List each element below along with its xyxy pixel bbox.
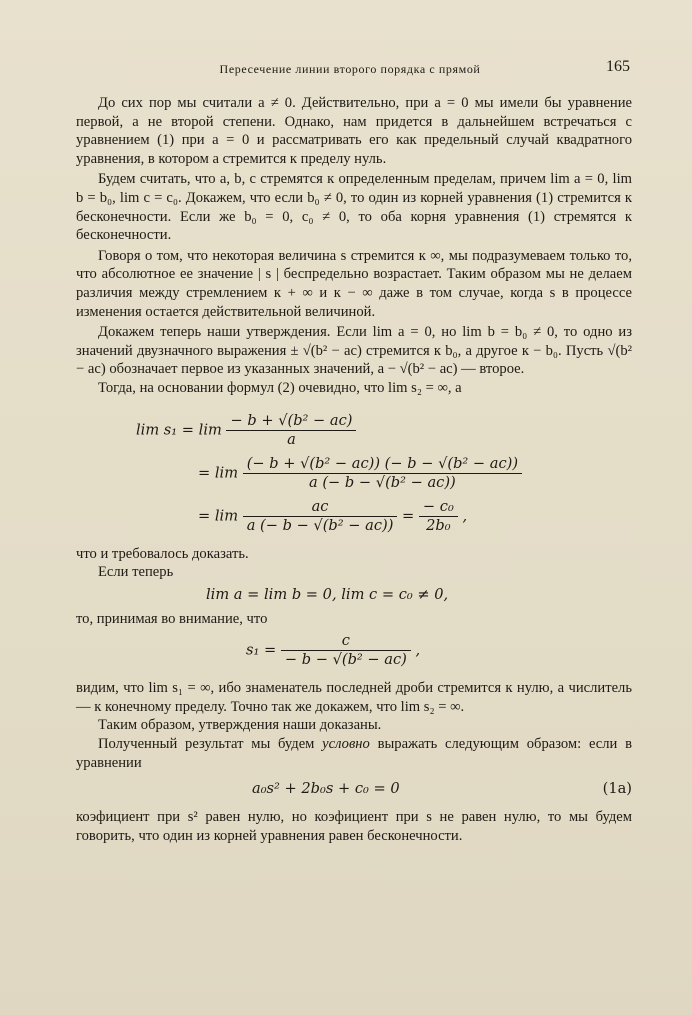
formula-1-numerator: − b + √(b² − ac) — [230, 411, 353, 429]
equation-1a-body: a₀s² + 2b₀s + c₀ = 0 — [252, 780, 400, 798]
paragraph-6: что и требовалось доказать. — [76, 545, 249, 562]
formula-s1-comma: , — [415, 641, 421, 659]
paragraph-2: Будем считать, что a, b, c стремятся к определенным пределам, причем lim a = 0, lim b = b₀, lim c = c₀. Докажем, что если b₀ ≠ 0, то один из корней уравнения (1) стремится к бесконечности. Если же b₀ = 0, c₀ ≠ 0, то оба корня уравнения (1) стремятся к бесконечности. — [76, 171, 632, 244]
formula-2-fraction — [243, 455, 522, 492]
formula-3-denominator-1: a (− b − √(b² − ac)) — [243, 516, 398, 535]
formula-s1-numerator: c — [341, 632, 350, 650]
paragraph-5: Тогда, на основании формул (2) очевидно, что lim s₂ = ∞, а — [98, 379, 462, 396]
paragraph-11-end: выражать следующим образом: если в уравнении — [76, 736, 632, 771]
formula-2-numerator: (− b + √(b² − ac)) (− b − √(b² − ac)) — [246, 454, 519, 472]
equation-1a — [252, 780, 632, 798]
formula-1-denominator: a — [226, 430, 356, 449]
formula-s1-lhs: s₁ = — [246, 641, 277, 659]
formula-3-numerator-2: − c₀ — [422, 497, 454, 515]
paragraph-12: коэфициент при s² равен нулю, но коэфициент при s не равен нулю, то мы будем говорить, что один из корней уравнения равен бесконечности. — [76, 809, 632, 844]
formula-2-lhs: = lim — [198, 464, 239, 481]
formula-2-denominator: a (− b − √(b² − ac)) — [243, 473, 522, 492]
formula-limit-2 — [198, 455, 632, 492]
formula-3-fraction-1 — [243, 498, 398, 535]
formula-1-lhs: lim s₁ = lim — [136, 421, 222, 438]
page-number: 165 — [606, 58, 630, 75]
paragraph-8: то, принимая во внимание, что — [76, 610, 268, 627]
formula-s1-denominator: − b − √(b² − ac) — [281, 650, 411, 669]
paragraph-11-start: Полученный результат мы будем — [98, 736, 323, 753]
formula-3-lhs: = lim — [198, 507, 239, 524]
paragraph-3: Говоря о том, что некоторая величина s стремится к ∞, мы подразумеваем только то, что абсолютное ее значение | s | беспредельно возрастает. Таким образом мы не делаем различия между стремлением к + ∞ и к − ∞ даже в том случае, когда s в процессе изменения остается действительной величиной. — [76, 247, 632, 320]
formula-1-fraction — [226, 412, 356, 449]
formula-3-numerator-1: ac — [311, 497, 329, 515]
paragraph-10: Таким образом, утверждения наши доказаны. — [98, 717, 382, 734]
running-title: Пересечение линии второго порядка с прямой — [219, 62, 481, 76]
paragraph-1: До сих пор мы считали a ≠ 0. Действительно, при a = 0 мы имели бы уравнение первой, а не второй степени. Однако, нам придется в дальнейшем встречаться с уравнением (1) при a = 0 и рассматривать его как предельный случай квадратного уравнения, в котором a стремится к пределу нуль. — [76, 95, 632, 167]
paragraph-11-emphasis: условно — [322, 736, 370, 753]
formula-s1 — [246, 632, 632, 669]
paragraph-4: Докажем теперь наши утверждения. Если lim a = 0, но lim b = b₀ ≠ 0, то одно из значений двузначного выражения ± √(b² − ac) стремится к b₀, а другое к − b₀. Пусть √(b² − ac) обозначает первое из указанных значений, а − √(b² − ac) — второе. — [76, 324, 632, 378]
equation-number: (1a) — [602, 780, 632, 798]
paragraph-7: Если теперь — [98, 564, 174, 581]
formula-3-denominator-2: 2b₀ — [419, 516, 458, 535]
paragraph-11 — [76, 735, 632, 772]
formula-limits-condition: lim a = lim b = 0, lim c = c₀ ≠ 0, — [206, 585, 449, 603]
formula-s1-fraction — [281, 632, 411, 669]
formula-3-comma: , — [462, 507, 468, 524]
formula-limit-3 — [198, 498, 632, 535]
page-body — [76, 94, 632, 845]
formula-3-fraction-2 — [419, 498, 458, 535]
paragraph-9: видим, что lim s₁ = ∞, ибо знаменатель последней дроби стремится к нулю, а числитель — к конечному пределу. Точно так же докажем, что lim s₂ = ∞. — [76, 680, 632, 715]
formula-limit-1 — [136, 412, 632, 449]
formula-3-equals: = — [402, 507, 415, 524]
